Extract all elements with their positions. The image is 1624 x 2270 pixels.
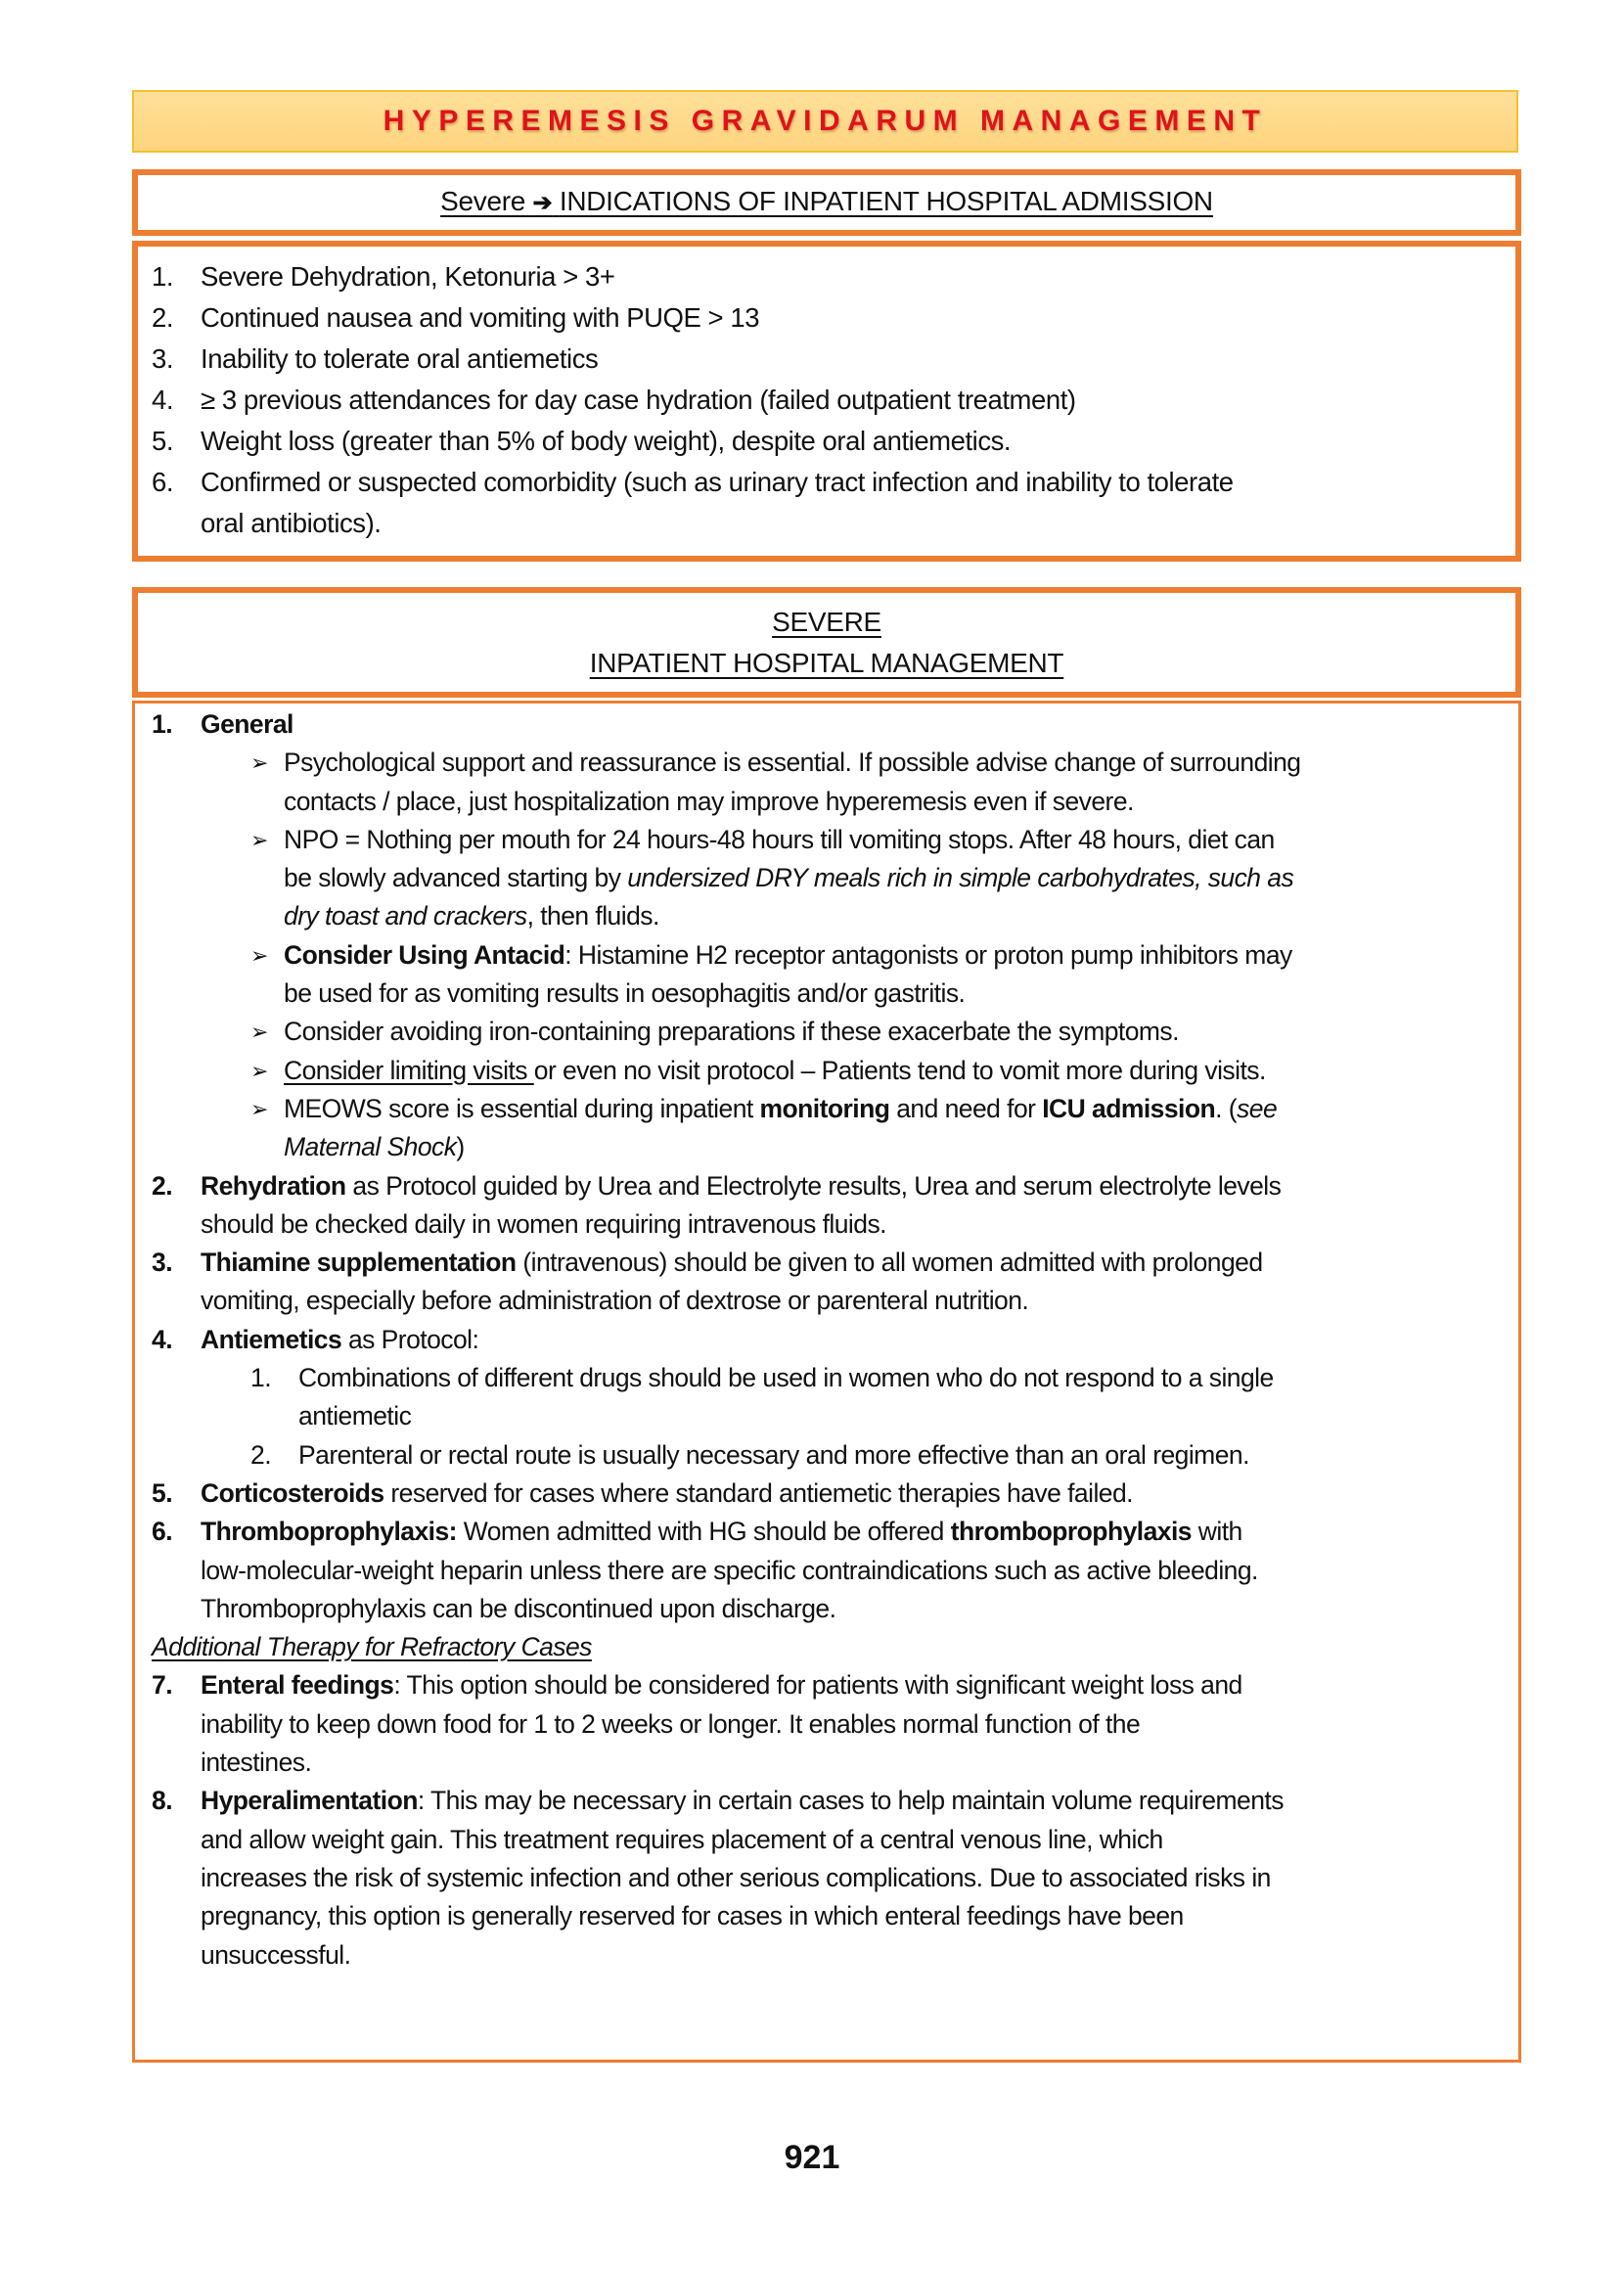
item-number: 5. bbox=[152, 426, 174, 456]
bullet-text: or even no visit protocol – Patients tend to vomit more during visits. bbox=[533, 1055, 1266, 1085]
arrow-bullet-icon: ➢ bbox=[250, 1058, 268, 1083]
page-title: HYPEREMESIS GRAVIDARUM MANAGEMENT bbox=[383, 105, 1268, 137]
arrow-bullet-icon: ➢ bbox=[250, 942, 268, 968]
cross-reference-link: Maternal Shock bbox=[284, 1132, 457, 1162]
item-text: Weight loss (greater than 5% of body weight), despite oral antiemetics. bbox=[201, 426, 1012, 456]
arrow-bullet-icon: ➢ bbox=[250, 1096, 268, 1121]
list-item bbox=[152, 421, 1515, 462]
bullet-text: . ( bbox=[1215, 1093, 1238, 1123]
list-item bbox=[152, 297, 1515, 339]
item-text: unsuccessful. bbox=[201, 1939, 351, 1970]
item-text: Women admitted with HG should be offered bbox=[456, 1517, 951, 1547]
admission-header bbox=[440, 181, 1213, 224]
bullet-text-bold: ICU admission bbox=[1042, 1093, 1216, 1123]
item-text: and allow weight gain. This treatment requires placement of a central venous line, which bbox=[201, 1824, 1163, 1854]
list-item-rehydration bbox=[152, 1167, 1518, 1245]
management-list bbox=[132, 701, 1521, 2063]
item-text-bold: thromboprophylaxis bbox=[950, 1517, 1192, 1547]
bullet-item bbox=[152, 936, 1518, 1014]
bullet-text-italic: undersized DRY meals rich in simple carbohydrates, such as bbox=[627, 863, 1294, 893]
list-item-antiemetics bbox=[152, 1321, 1518, 1359]
item-text: as Protocol: bbox=[341, 1324, 479, 1354]
bullet-item bbox=[152, 1013, 1518, 1051]
bullet-text: MEOWS score is essential during inpatient bbox=[284, 1093, 760, 1123]
page-number: 921 bbox=[784, 2139, 840, 2176]
bullet-text: be slowly advanced starting by bbox=[284, 863, 628, 893]
item-number: 5. bbox=[152, 1477, 173, 1508]
item-label: Thiamine supplementation bbox=[201, 1248, 517, 1278]
item-label: Rehydration bbox=[201, 1170, 346, 1201]
list-item-corticosteroids bbox=[152, 1475, 1518, 1513]
bullet-text-italic: dry toast and crackers bbox=[284, 901, 527, 931]
sub-item-text: antiemetic bbox=[298, 1401, 412, 1431]
item-text: Confirmed or suspected comorbidity (such as urinary tract infection and inability to tolerate bbox=[201, 467, 1234, 497]
admission-header-box bbox=[132, 169, 1521, 236]
item-number: 2. bbox=[152, 302, 174, 333]
item-text-continued: oral antibiotics). bbox=[201, 508, 382, 538]
item-text: as Protocol guided by Urea and Electrolyte results, Urea and serum electrolyte levels bbox=[345, 1170, 1282, 1201]
item-number: 6. bbox=[152, 1517, 173, 1547]
item-text: Inability to tolerate oral antiemetics bbox=[201, 343, 599, 374]
admission-header-text: INDICATIONS OF INPATIENT HOSPITAL ADMISSION bbox=[559, 186, 1213, 216]
item-text: pregnancy, this option is generally reserved for cases in which enteral feedings have been bbox=[201, 1901, 1184, 1931]
cross-reference-link: see bbox=[1237, 1093, 1278, 1123]
item-text: inability to keep down food for 1 to 2 weeks or longer. It enables normal function of the bbox=[201, 1708, 1141, 1739]
item-number: 3. bbox=[152, 1248, 173, 1278]
item-number: 4. bbox=[152, 1324, 173, 1354]
item-text: reserved for cases where standard antiemetic therapies have failed. bbox=[383, 1477, 1133, 1508]
item-text: Continued nausea and vomiting with PUQE > 13 bbox=[201, 302, 760, 333]
item-number: 1. bbox=[152, 261, 174, 292]
bullet-item bbox=[152, 1090, 1518, 1167]
admission-header-prefix: Severe bbox=[440, 186, 526, 216]
item-text: intestines. bbox=[201, 1748, 312, 1778]
list-item-general bbox=[152, 705, 1518, 744]
bullet-text: : Histamine H2 receptor antagonists or proton pump inhibitors may bbox=[564, 939, 1292, 970]
list-item-thiamine bbox=[152, 1244, 1518, 1321]
bullet-text: contacts / place, just hospitalization may improve hyperemesis even if severe. bbox=[284, 786, 1134, 816]
bullet-text: Consider avoiding iron-containing preparations if these exacerbate the symptoms. bbox=[284, 1017, 1179, 1047]
item-text: : This option should be considered for patients with significant weight loss and bbox=[393, 1670, 1242, 1701]
bullet-text-bold: monitoring bbox=[759, 1093, 890, 1123]
bullet-text: , then fluids. bbox=[526, 901, 659, 931]
item-text: Thromboprophylaxis can be discontinued upon discharge. bbox=[201, 1593, 836, 1623]
item-label: Corticosteroids bbox=[201, 1477, 384, 1508]
item-text: increases the risk of systemic infection and other serious complications. Due to associated risks in bbox=[201, 1862, 1271, 1892]
management-header-line1: SEVERE bbox=[772, 606, 881, 637]
arrow-right-icon: ➔ bbox=[532, 190, 553, 216]
item-text: (intravenous) should be given to all women admitted with prolonged bbox=[516, 1248, 1263, 1278]
list-item-enteral-feedings bbox=[152, 1666, 1518, 1782]
sub-item-text: Combinations of different drugs should be used in women who do not respond to a single bbox=[298, 1363, 1274, 1393]
item-label: Thromboprophylaxis: bbox=[201, 1517, 457, 1547]
item-text: with bbox=[1191, 1517, 1242, 1547]
sub-list-item bbox=[152, 1359, 1518, 1436]
bullet-text-bold: Consider Using Antacid bbox=[284, 939, 565, 970]
item-label: General bbox=[201, 709, 293, 739]
arrow-bullet-icon: ➢ bbox=[250, 827, 268, 852]
list-item-hyperalimentation bbox=[152, 1782, 1518, 1974]
item-text: ≥ 3 previous attendances for day case hydration (failed outpatient treatment) bbox=[201, 385, 1076, 415]
bullet-item bbox=[152, 821, 1518, 936]
item-number: 7. bbox=[152, 1670, 173, 1701]
item-text: should be checked daily in women requiring intravenous fluids. bbox=[201, 1208, 886, 1239]
list-item bbox=[152, 256, 1515, 297]
arrow-bullet-icon: ➢ bbox=[250, 1020, 268, 1045]
bullet-text: be used for as vomiting results in oesophagitis and/or gastritis. bbox=[284, 978, 966, 1009]
bullet-text: Psychological support and reassurance is essential. If possible advise change of surrounding bbox=[284, 748, 1301, 778]
list-item bbox=[152, 462, 1515, 544]
refractory-section-heading: Additional Therapy for Refractory Cases bbox=[152, 1632, 592, 1662]
item-number: 8. bbox=[152, 1786, 173, 1816]
item-label: Antiemetics bbox=[201, 1324, 342, 1354]
sub-item-text: Parenteral or rectal route is usually necessary and more effective than an oral regimen. bbox=[298, 1439, 1249, 1470]
list-item bbox=[152, 380, 1515, 421]
item-text: Severe Dehydration, Ketonuria > 3+ bbox=[201, 261, 615, 292]
bullet-item bbox=[152, 1052, 1518, 1090]
item-text: : This may be necessary in certain cases to help maintain volume requirements bbox=[417, 1786, 1284, 1816]
item-text: low-molecular-weight heparin unless there are specific contraindications such as active bleeding. bbox=[201, 1555, 1258, 1585]
item-number: 3. bbox=[152, 343, 174, 374]
arrow-bullet-icon: ➢ bbox=[250, 750, 268, 776]
bullet-text: NPO = Nothing per mouth for 24 hours-48 hours till vomiting stops. After 48 hours, diet can bbox=[284, 824, 1275, 854]
title-banner bbox=[132, 90, 1518, 153]
item-number: 4. bbox=[152, 385, 174, 415]
management-header-box bbox=[132, 587, 1521, 698]
item-text: vomiting, especially before administration of dextrose or parenteral nutrition. bbox=[201, 1286, 1029, 1316]
item-number: 2. bbox=[152, 1170, 173, 1201]
bullet-text: and need for bbox=[889, 1093, 1043, 1123]
admission-indications-list bbox=[132, 241, 1521, 562]
item-label: Hyperalimentation bbox=[201, 1786, 418, 1816]
bullet-text-underlined: Consider limiting visits bbox=[284, 1055, 534, 1085]
item-number: 6. bbox=[152, 467, 174, 497]
list-item-thromboprophylaxis bbox=[152, 1513, 1518, 1628]
item-number: 1. bbox=[152, 709, 173, 739]
sub-item-number: 2. bbox=[250, 1439, 272, 1470]
bullet-item bbox=[152, 744, 1518, 821]
sub-item-number: 1. bbox=[250, 1363, 272, 1393]
management-header-line2: INPATIENT HOSPITAL MANAGEMENT bbox=[589, 647, 1064, 678]
bullet-text: ) bbox=[456, 1132, 465, 1162]
item-label: Enteral feedings bbox=[201, 1670, 394, 1701]
list-item bbox=[152, 339, 1515, 380]
sub-list-item bbox=[152, 1436, 1518, 1475]
